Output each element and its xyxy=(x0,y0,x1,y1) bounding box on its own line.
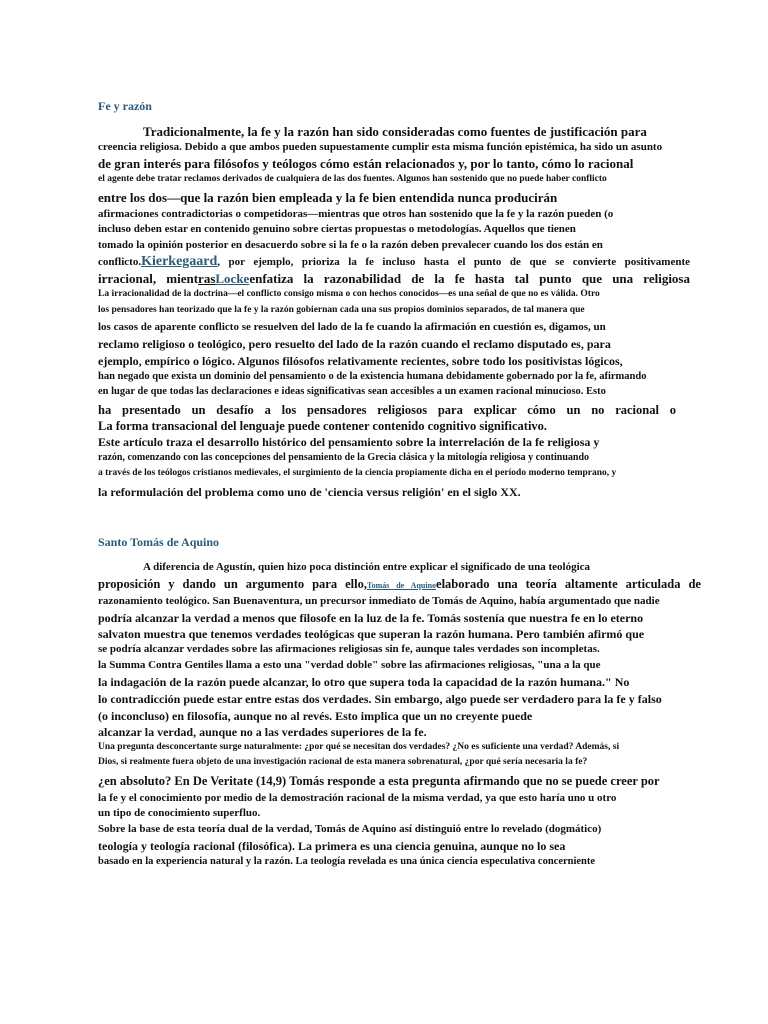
paragraph-line: el agente debe tratar reclamos derivados de cualquiera de las dos fuentes. Algunos han sostenido que no puede haber conflicto xyxy=(98,174,607,184)
paragraph-line: entre los dos—que la razón bien empleada y la fe bien entendida nunca producirán xyxy=(98,190,558,205)
paragraph-line: razonamiento teológico. San Buenaventura, un precursor inmediato de Tomás de Aquino, había argumentado que nadie xyxy=(98,595,660,607)
paragraph-line: La irracionalidad de la doctrina—el conflicto consigo misma o con hechos conocidos—es una señal de que no es válida. Otro xyxy=(98,289,600,299)
line-text: proposición y dando un argumento para ello, xyxy=(98,577,367,591)
kierkegaard-link[interactable]: Kierkegaard xyxy=(141,254,218,269)
line-text: conflicto. xyxy=(98,256,142,268)
paragraph-line: los pensadores han teorizado que la fe y la razón gobiernan cada una sus propios dominios separados, de tal manera que xyxy=(98,305,585,315)
paragraph-line: La forma transacional del lenguaje puede contener contenido cognitivo significativo. xyxy=(98,419,548,433)
section-heading-santo-tomas: Santo Tomás de Aquino xyxy=(98,535,220,549)
paragraph-line: los casos de aparente conflicto se resuelven del lado de la fe cuando la afirmación en cuestión es, digamos, un xyxy=(98,321,606,333)
line-text: , por ejemplo, prioriza la fe incluso hasta el punto de que se convierte positivamente xyxy=(217,256,690,268)
paragraph-line-aquino xyxy=(98,578,701,591)
paragraph-line: ejemplo, empírico o lógico. Algunos filósofos relativamente recientes, sobre todo los positivistas lógicos, xyxy=(98,354,623,368)
paragraph-line: salvaton muestra que tenemos verdades teológicas que superan la razón humana. Pero también afirmó que xyxy=(98,627,645,641)
paragraph-line: reclamo religioso o teológico, pero resuelto del lado de la razón cuando el reclamo disputado es, para xyxy=(98,337,611,351)
paragraph-line: A diferencia de Agustín, quien hizo poca distinción entre explicar el significado de una teológica xyxy=(143,561,591,573)
paragraph-line: la reformulación del problema como uno de 'ciencia versus religión' en el siglo XX. xyxy=(98,485,521,499)
paragraph-line-locke xyxy=(98,272,690,285)
paragraph-line: alcanzar la verdad, aunque no a las verdades superiores de la fe. xyxy=(98,725,427,739)
paragraph-line: (o inconcluso) en filosofía, aunque no al revés. Esto implica que un no creyente puede xyxy=(98,709,533,723)
paragraph-line: afirmaciones contradictorias o competidoras—mientras que otros han sostenido que la fe y la razón pueden (o xyxy=(98,208,614,220)
paragraph-line: Una pregunta desconcertante surge naturalmente: ¿por qué se necesitan dos verdades? ¿No es suficiente una verdad? Además, si xyxy=(98,742,620,752)
paragraph-line: ha presentado un desafío a los pensadores religiosos para explicar cómo un no racional o xyxy=(98,403,676,417)
paragraph-line: Tradicionalmente, la fe y la razón han sido consideradas como fuentes de justificación para xyxy=(143,124,647,139)
line-text: enfatiza la razonabilidad de la fe hasta tal punto que una religiosa xyxy=(249,271,690,286)
paragraph-line: han negado que exista un dominio del pensamiento o de la existencia humana debidamente gobernado por la fe, afirmando xyxy=(98,371,647,382)
paragraph-line: teología y teología racional (filosófica). La primera es una ciencia genuina, aunque no lo sea xyxy=(98,839,566,853)
paragraph-line: la fe y el conocimiento por medio de la demostración racional de la misma verdad, ya que esto haría uno u otro xyxy=(98,792,617,804)
paragraph-line: incluso deben estar en contenido genuino sobre ciertas propuestas o metodologías. Aquellos que tienen xyxy=(98,223,576,235)
paragraph-line: tomado la opinión posterior en desacuerdo sobre si la fe o la razón deben prevalecer cuando los dos están en xyxy=(98,239,603,251)
paragraph-line-kierkegaard xyxy=(98,255,690,269)
paragraph-line: la indagación de la razón puede alcanzar, lo otro que supera toda la capacidad de la razón humana." No xyxy=(98,675,630,689)
paragraph-line: la Summa Contra Gentiles llama a esto una "verdad doble" sobre las afirmaciones religiosas, "una a la que xyxy=(98,659,601,671)
paragraph-line: Dios, si realmente fuera objeto de una investigación racional de esta manera sobrenatural, ¿por qué sería necesaria la fe? xyxy=(98,757,588,767)
paragraph-line: a través de los teólogos cristianos medievales, el surgimiento de la ciencia propiamente dicha en el período moderno temprano, y xyxy=(98,468,617,478)
tomas-de-aquino-link[interactable]: Tomás de Aquino xyxy=(366,581,437,590)
paragraph-line: Sobre la base de esta teoría dual de la verdad, Tomás de Aquino así distinguió entre lo revelado (dogmático) xyxy=(98,823,602,835)
section-heading-fe-y-razon: Fe y razón xyxy=(98,99,152,113)
paragraph-line: basado en la experiencia natural y la razón. La teología revelada es una única ciencia especulativa concerniente xyxy=(98,856,596,867)
paragraph-line: lo contradicción puede estar entre estas dos verdades. Sin embargo, algo puede ser verdadero para la fe y falso xyxy=(98,692,662,706)
line-text: irracional, mient xyxy=(98,271,199,286)
paragraph-line: razón, comenzando con las concepciones del pensamiento de la Grecia clásica y la mitología religiosa y continuando xyxy=(98,452,590,463)
paragraph-line: podría alcanzar la verdad a menos que filosofe en la luz de la fe. Tomás sostenía que nuestra fe en lo eterno xyxy=(98,611,644,625)
paragraph-line: Este artículo traza el desarrollo histórico del pensamiento sobre la interrelación de la fe religiosa y xyxy=(98,435,600,449)
paragraph-line: de gran interés para filósofos y teólogos cómo están relacionados y, por lo tanto, cómo lo racional xyxy=(98,156,634,171)
paragraph-line: ¿en absoluto? En De Veritate (14,9) Tomás responde a esta pregunta afirmando que no se puede creer por xyxy=(98,774,660,788)
locke-link[interactable]: Locke xyxy=(215,271,250,286)
paragraph-line: creencia religiosa. Debido a que ambos pueden supuestamente cumplir esta misma función epistémica, ha sido un asunto xyxy=(98,141,663,153)
line-text: elaborado una teoría altamente articulada de xyxy=(436,577,701,591)
paragraph-line: se podría alcanzar verdades sobre las afirmaciones religiosas sin fe, aunque tales verdades son incompletas. xyxy=(98,643,600,655)
ras-link[interactable]: ras xyxy=(198,271,216,286)
paragraph-line: un tipo de conocimiento superfluo. xyxy=(98,807,261,819)
paragraph-line: en lugar de que todas las declaraciones e ideas significativas sean accesibles a un examen racional minucioso. Esto xyxy=(98,386,606,397)
